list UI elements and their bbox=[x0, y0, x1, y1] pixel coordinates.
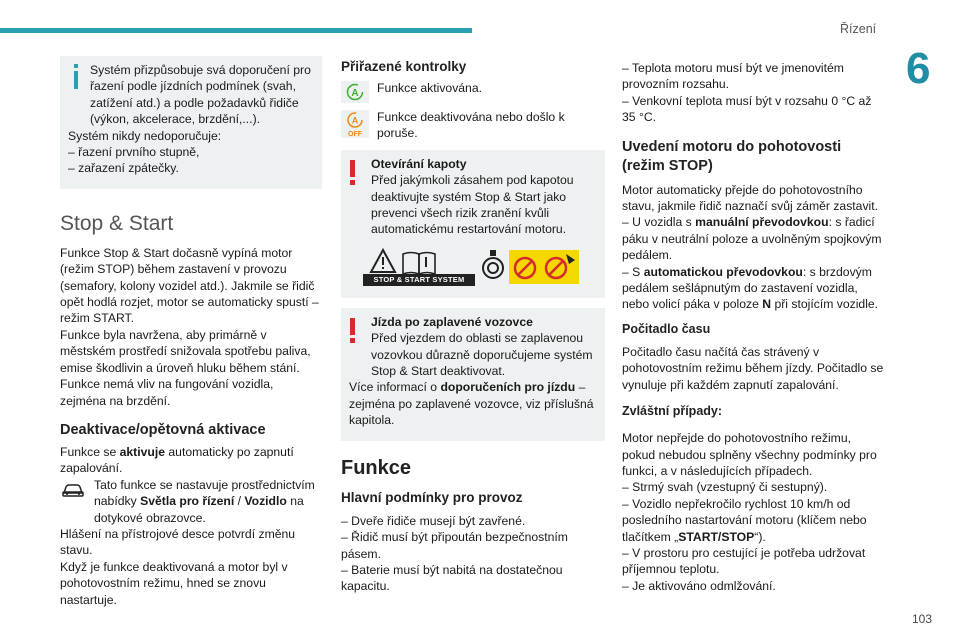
condition-1: – Dveře řidiče musejí být zavřené. bbox=[341, 513, 526, 528]
intro-3: Funkce nemá vliv na fungování vozidla, zejména na brzdění. bbox=[60, 377, 274, 408]
special-5: – Je aktivováno odmlžování. bbox=[622, 578, 776, 593]
condition-3: – Baterie musí být nabitá na dostatečnou kapacitu. bbox=[341, 562, 563, 594]
special-4: – V prostoru pro cestující je potřeba udržovat příjemnou teplotu. bbox=[622, 545, 866, 577]
info-text-2: Systém nikdy nedoporučuje: bbox=[68, 128, 222, 143]
heading-main-conditions: Hlavní podmínky pro provoz bbox=[341, 489, 523, 505]
warning-icon bbox=[350, 160, 356, 190]
stop-start-active-icon bbox=[341, 81, 369, 103]
section-title: Řízení bbox=[840, 22, 877, 36]
special-3: – Vozidlo nepřekročilo rychlost 10 km/h od posledního nastartování motoru (klíčem nebo tlačítkem „START/STOP“). bbox=[622, 496, 867, 544]
title-funkce: Funkce bbox=[341, 456, 412, 479]
svg-text:OFF: OFF bbox=[348, 131, 362, 138]
lamp-a-row bbox=[341, 80, 605, 103]
stop-start-warning-label bbox=[363, 246, 583, 286]
warning-icon bbox=[350, 318, 356, 348]
deact-text-3: Hlášení na přístrojové desce potvrdí změnu stavu. bbox=[60, 526, 296, 558]
info-box bbox=[60, 56, 322, 189]
heading-stop-mode: Uvedení motoru do pohotovosti (režim STOP) bbox=[622, 138, 842, 174]
info-icon bbox=[68, 64, 88, 94]
deact-setting-row bbox=[60, 477, 322, 526]
counter-text: Počitadlo času načítá čas strávený v pohotovostním režimu během jízdy. Počitadlo se vynuluje při každém zapnutí zapalování. bbox=[622, 344, 884, 392]
warning-box-hood bbox=[341, 150, 605, 298]
warning-label-caption: STOP & START SYSTEM bbox=[363, 274, 475, 286]
column-3 bbox=[622, 56, 886, 594]
special-1: Motor nepřejde do pohotovostního režimu, pokud nebudou splněny všechny podmínky pro funkci, a v následujících případech. bbox=[622, 431, 877, 478]
info-text-3: – řazení prvního stupně, bbox=[68, 145, 200, 160]
warning-flood-more: Více informací o doporučeních pro jízdu – zejména po zaplavené vozovce, viz příslušná kapitola. bbox=[349, 380, 594, 428]
heading-controls: Přiřazené kontrolky bbox=[341, 59, 467, 74]
special-2: – Strmý svah (vzestupný či sestupný). bbox=[622, 480, 828, 495]
stop-text-3: – S automatickou převodovkou: s brzdovým pedálem sešlápnutým do zastavení vozidla, nebo volicí páka v poloze N při stojícím vozidle. bbox=[622, 264, 879, 312]
deact-text-1: Funkce se aktivuje automaticky po zapnutí zapalování. bbox=[60, 444, 294, 476]
car-settings-icon bbox=[60, 478, 86, 500]
lamp-a-text: Funkce aktivována. bbox=[377, 81, 483, 95]
heading-time-counter: Počitadlo času bbox=[622, 321, 711, 336]
intro-1: Funkce Stop & Start dočasně vypíná motor (režim STOP) během zastavení v provozu (semafory, kolony vozidel atd.). Jakmile se řidič opět hodlá rozjet, motor se automaticky spustí – režim START. bbox=[60, 245, 319, 326]
lamp-off-text: Funkce deaktivována nebo došlo k poruše. bbox=[377, 110, 565, 141]
svg-text:A: A bbox=[351, 115, 359, 126]
intro-2: Funkce byla navržena, aby primárně v městském prostředí snižovala spotřebu paliva, emise škodlivin a úroveň hluku během stání. bbox=[60, 327, 311, 375]
warning-flood-title: Jízda po zaplavené vozovce bbox=[371, 314, 533, 329]
info-text-4: – zařazení zpátečky. bbox=[68, 161, 179, 176]
warning-hood-text: Před jakýmkoli zásahem pod kapotou deaktivujte systém Stop & Start jako prevenci všech rizik zranění kvůli automatickému restartování motoru. bbox=[371, 173, 574, 237]
lamp-off-row bbox=[341, 109, 605, 142]
column-2 bbox=[341, 56, 605, 595]
heading-deactivation: Deaktivace/opětovná aktivace bbox=[60, 421, 266, 438]
deact-text-4: Když je funkce deaktivovaná a motor byl v pohotovostním režimu, hned se znovu nastartuje. bbox=[60, 559, 288, 607]
condition-4: – Teplota motoru musí být ve jmenovitém provozním rozsahu. bbox=[622, 61, 844, 92]
stop-start-off-icon bbox=[341, 110, 369, 138]
deact-text-2: Tato funkce se nastavuje prostřednictvím nabídky Světla pro řízení / Vozidlo na dotykové obrazovce. bbox=[94, 477, 315, 525]
warning-flood-text: Před vjezdem do oblasti se zaplavenou vozovkou důrazně doporučujeme systém Stop & Start deaktivovat. bbox=[371, 331, 593, 379]
info-text-1: Systém přizpůsobuje svá doporučení pro řazení podle jízdních podmínek (svah, zatížení atd.) a podle požadavků řidiče (výkon, akcelerace, brzdění,...). bbox=[90, 63, 311, 127]
column-1 bbox=[60, 56, 322, 608]
condition-5: – Venkovní teplota musí být v rozsahu 0 °C až 35 °C. bbox=[622, 93, 872, 125]
svg-text:A: A bbox=[351, 88, 359, 99]
title-stop-start: Stop & Start bbox=[60, 211, 174, 235]
condition-2: – Řidič musí být připoután bezpečnostním pásem. bbox=[341, 530, 568, 561]
page-number: 103 bbox=[912, 612, 933, 626]
header-accent-bar bbox=[0, 28, 472, 33]
stop-text-2: – U vozidla s manuální převodovkou: s řadicí páku v neutrální poloze a uvolněným spojkovým pedálem. bbox=[622, 215, 882, 263]
warning-box-flood bbox=[341, 308, 605, 441]
stop-text-1: Motor automaticky přejde do pohotovostního stavu, jakmile řidič naznačí svůj záměr zastavit. bbox=[622, 182, 879, 214]
chapter-number: 6 bbox=[906, 44, 931, 93]
warning-hood-title: Otevírání kapoty bbox=[371, 156, 467, 171]
heading-special-cases: Zvláštní případy: bbox=[622, 404, 723, 419]
